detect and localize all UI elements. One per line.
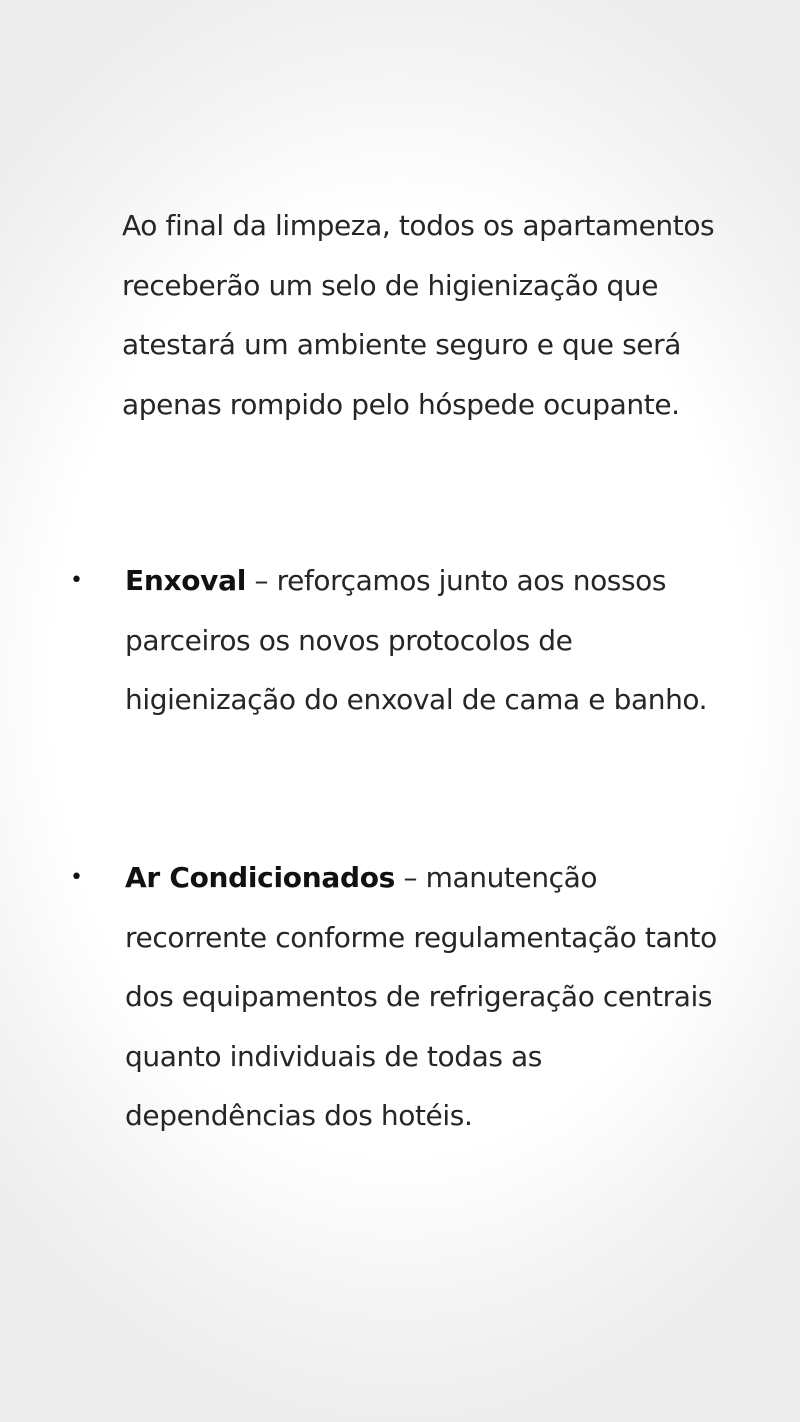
- bullet-term: Enxoval: [125, 564, 247, 597]
- bullet-marker: •: [70, 865, 83, 890]
- bullet-marker: •: [70, 568, 83, 593]
- bullet-text: [125, 551, 725, 730]
- bullet-description: – reforçamos junto aos nossos parceiros os novos protocolos de higienização do enxoval de cama e banho.: [125, 564, 708, 716]
- bullet-description: – manutenção recorrente conforme regulamentação tanto dos equipamentos de refrigeração centrais quanto individuais de todas as dependências dos hotéis.: [125, 861, 717, 1132]
- bullet-term: Ar Condicionados: [125, 861, 395, 894]
- bullet-text: [125, 848, 725, 1146]
- intro-paragraph: Ao final da limpeza, todos os apartamentos receberão um selo de higienização que atestará um ambiente seguro e que será apenas rompido pelo hóspede ocupante.: [122, 209, 715, 421]
